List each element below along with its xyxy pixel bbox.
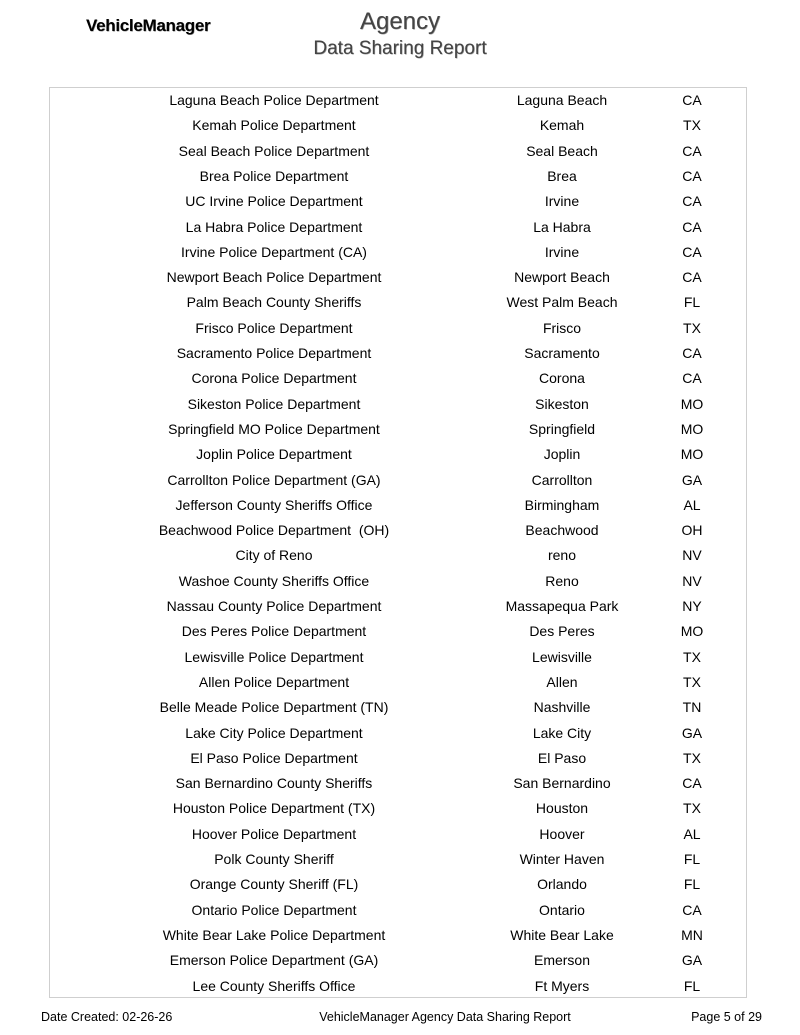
table-row [0, 90, 800, 110]
agency-name: Brea Police Department [199, 167, 349, 184]
state-code: TN [682, 699, 702, 716]
agency-name: Washoe County Sheriffs Office [178, 572, 370, 589]
city-name: Emerson [533, 952, 591, 969]
state-code: MO [680, 395, 704, 412]
agency-name: Allen Police Department [198, 673, 350, 690]
agency-name: Jefferson County Sheriffs Office [175, 496, 373, 513]
state-code: MO [680, 446, 704, 463]
table-row [0, 419, 800, 439]
table-row [0, 950, 800, 970]
city-name: Lake City [532, 724, 592, 741]
city-name: Massapequa Park [505, 598, 619, 614]
agency-name: Corona Police Department [191, 370, 357, 387]
state-code: CA [682, 142, 702, 159]
table-row [0, 571, 800, 591]
state-code: CA [682, 370, 702, 387]
state-code: NV [682, 572, 702, 589]
agency-name: Lewisville Police Department [184, 648, 364, 665]
brand-name: VehicleManager [86, 16, 211, 35]
table-row [0, 191, 800, 211]
city-name: Brea [547, 167, 577, 184]
state-code: AL [683, 825, 701, 842]
table-row [0, 824, 800, 844]
agency-name: Des Peres Police Department [181, 623, 367, 640]
agency-name: Sikeston Police Department [187, 395, 361, 412]
table-row [0, 748, 800, 768]
table-row [0, 368, 800, 388]
table-row [0, 621, 800, 641]
table-row [0, 470, 800, 490]
city-name: Kemah [539, 117, 585, 134]
agency-name: Kemah Police Department [192, 117, 356, 134]
state-code: NV [682, 547, 702, 564]
city-name: La Habra [533, 218, 591, 235]
table-row [0, 849, 800, 869]
state-code: GA [681, 471, 703, 488]
agency-name: Joplin Police Department [196, 446, 352, 463]
state-code: MO [680, 420, 704, 437]
city-name: Winter Haven [519, 851, 605, 867]
date-created: Date Created: 02-26-26 [41, 1010, 173, 1024]
table-row [0, 773, 800, 793]
state-code: MN [681, 926, 703, 943]
table-row [0, 394, 800, 414]
city-name: White Bear Lake [510, 926, 614, 943]
state-code: CA [682, 193, 702, 210]
agency-name: Carrollton Police Department (GA) [167, 471, 381, 488]
agency-name: Newport Beach Police Department [166, 269, 382, 286]
table-row [0, 217, 800, 237]
agency-name: Seal Beach Police Department [178, 142, 370, 159]
agency-name: El Paso Police Department [190, 749, 358, 766]
state-code: OH [681, 522, 703, 539]
report-title: Agency [359, 8, 441, 35]
city-name: Houston [535, 800, 589, 817]
table-row [0, 874, 800, 894]
city-name: Ft Myers [534, 977, 590, 994]
city-name: Orlando [537, 876, 587, 893]
table-row [0, 900, 800, 920]
agency-name: Nassau County Police Department [166, 598, 382, 614]
city-name: Sacramento [524, 345, 600, 361]
city-name: Newport Beach [514, 269, 610, 286]
table-row [0, 343, 800, 363]
agency-name: Emerson Police Department (GA) [169, 952, 379, 969]
table-row [0, 444, 800, 464]
state-code: TX [683, 673, 701, 690]
state-code: CA [682, 775, 702, 792]
table-row [0, 798, 800, 818]
state-code: FL [683, 851, 701, 867]
state-code: NY [682, 598, 702, 614]
agency-name: Irvine Police Department (CA) [181, 243, 367, 260]
table-row [0, 318, 800, 338]
state-code: CA [682, 167, 702, 184]
state-code: TX [683, 749, 701, 766]
agency-name: Polk County Sheriff [214, 851, 334, 867]
state-code: CA [682, 269, 702, 286]
state-code: MO [680, 623, 704, 640]
agency-name: Palm Beach County Sheriffs [186, 294, 362, 311]
table-row [0, 495, 800, 515]
table-row [0, 520, 800, 540]
page-number: Page 5 of 29 [691, 1010, 762, 1024]
city-name: Joplin [543, 446, 581, 463]
report-subtitle: Data Sharing Report [313, 38, 487, 59]
city-name: Irvine [544, 243, 580, 260]
state-code: FL [683, 977, 701, 994]
state-code: CA [682, 92, 702, 108]
state-code: GA [681, 724, 703, 741]
city-name: El Paso [537, 749, 587, 766]
agency-name: La Habra Police Department [185, 218, 363, 235]
city-name: Laguna Beach [516, 92, 608, 108]
agency-name: Belle Meade Police Department (TN) [159, 699, 389, 716]
state-code: FL [683, 294, 701, 311]
table-row [0, 596, 800, 616]
agency-name: Ontario Police Department [191, 901, 357, 918]
city-name: Allen [546, 673, 578, 690]
agency-name: San Bernardino County Sheriffs [175, 775, 373, 792]
table-row [0, 697, 800, 717]
city-name: San Bernardino [513, 775, 611, 792]
agency-name: Springfield MO Police Department [168, 420, 380, 437]
city-name: Reno [545, 572, 579, 589]
table-row [0, 925, 800, 945]
city-name: Des Peres [529, 623, 595, 640]
agency-name: Frisco Police Department [195, 319, 353, 336]
table-row [0, 166, 800, 186]
state-code: CA [682, 243, 702, 260]
city-name: Irvine [544, 193, 580, 210]
agency-name: Laguna Beach Police Department [169, 92, 379, 108]
state-code: TX [683, 117, 701, 134]
table-row [0, 141, 800, 161]
table-row [0, 723, 800, 743]
table-row [0, 976, 800, 996]
state-code: TX [683, 648, 701, 665]
table-row [0, 267, 800, 287]
table-row [0, 545, 800, 565]
table-row [0, 115, 800, 135]
footer-report-name: VehicleManager Agency Data Sharing Report [319, 1010, 571, 1024]
state-code: CA [682, 901, 702, 918]
city-name: Beachwood [525, 522, 599, 539]
city-name: Lewisville [532, 648, 592, 665]
table-row [0, 242, 800, 262]
table-row [0, 292, 800, 312]
city-name: Corona [539, 370, 585, 387]
agency-name: Beachwood Police Department (OH) [158, 522, 390, 539]
city-name: reno [547, 547, 577, 564]
city-name: Springfield [528, 420, 596, 437]
city-name: West Palm Beach [506, 294, 618, 311]
agency-name: Houston Police Department (TX) [172, 800, 376, 817]
city-name: Seal Beach [526, 142, 598, 159]
state-code: FL [683, 876, 701, 893]
agency-name: Lake City Police Department [185, 724, 363, 741]
state-code: CA [682, 345, 702, 361]
city-name: Hoover [539, 825, 585, 842]
agency-name: UC Irvine Police Department [185, 193, 363, 210]
agency-name: Lee County Sheriffs Office [192, 977, 356, 994]
city-name: Birmingham [524, 496, 600, 513]
state-code: TX [683, 319, 701, 336]
agency-name: Orange County Sheriff (FL) [189, 876, 359, 893]
city-name: Nashville [533, 699, 591, 716]
state-code: GA [681, 952, 703, 969]
city-name: Frisco [542, 319, 582, 336]
state-code: TX [683, 800, 701, 817]
agency-name: Sacramento Police Department [176, 345, 372, 361]
city-name: Sikeston [535, 395, 589, 412]
city-name: Ontario [539, 901, 585, 918]
state-code: AL [683, 496, 701, 513]
city-name: Carrollton [531, 471, 593, 488]
table-row [0, 647, 800, 667]
agency-name: White Bear Lake Police Department [162, 926, 386, 943]
agency-name: Hoover Police Department [191, 825, 357, 842]
agency-name: City of Reno [235, 547, 313, 564]
table-row [0, 672, 800, 692]
state-code: CA [682, 218, 702, 235]
